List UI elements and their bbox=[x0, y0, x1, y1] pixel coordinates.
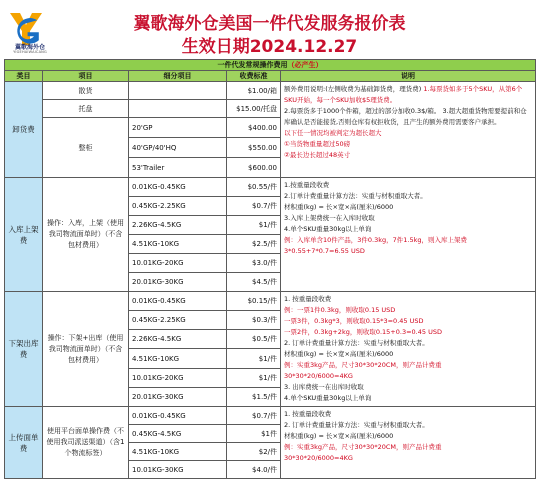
table-row bbox=[5, 407, 536, 425]
page-title: 翼歌海外仓美国一件代发服务报价表 bbox=[133, 14, 406, 34]
section-note: （必产生） bbox=[287, 61, 323, 69]
desc-inbound bbox=[281, 178, 536, 292]
sub-cell: 40'GP/40'HQ bbox=[129, 138, 227, 158]
desc-line: 以下任一情况均被判定为超长超大 bbox=[284, 129, 382, 137]
fee-cell: $0.15/件 bbox=[227, 292, 281, 311]
fee-cell: $4.5/件 bbox=[227, 273, 281, 292]
desc-line: 4.单个SKU重量30kg以上单询 bbox=[284, 225, 372, 233]
desc-line: 例：入库单含10件产品，3件0.3kg，7件1.5kg，则入库上架费 bbox=[284, 236, 467, 244]
desc-unload bbox=[281, 82, 536, 178]
category-label-fee: 上传面单费 bbox=[5, 407, 43, 479]
sub-cell: 53'Trailer bbox=[129, 158, 227, 178]
fee-cell: $1/件 bbox=[227, 368, 281, 387]
col-item: 项目 bbox=[43, 71, 129, 82]
desc-line: 例：实重3kg产品，尺寸30*30*20CM，则产品计费重 bbox=[284, 361, 442, 369]
sub-cell: 20.01KG-30KG bbox=[129, 387, 227, 406]
sub-cell: 2.26KG-4.5KG bbox=[129, 216, 227, 235]
desc-outbound bbox=[281, 292, 536, 407]
desc-line: 1.按重量段收费 bbox=[284, 181, 330, 189]
sub-cell: 2.26KG-4.5KG bbox=[129, 330, 227, 349]
fee-cell: $400.00 bbox=[227, 118, 281, 138]
table-row bbox=[5, 292, 536, 311]
category-unload: 卸货费 bbox=[5, 82, 43, 178]
col-sub-item: 细分项目 bbox=[129, 71, 227, 82]
item-cell: 操作：下架+出库（使用我司物流面单时）（不含包材费用） bbox=[43, 292, 129, 407]
desc-line: 2.每票货多于1000个件箱，超过的部分加收0.3$/箱。 bbox=[284, 107, 441, 115]
desc-line: 材积重(kg) = 长×宽×高(厘米)/6000 bbox=[284, 350, 394, 358]
fee-cell: $0.7/件 bbox=[227, 197, 281, 216]
fee-cell: $0.3/件 bbox=[227, 311, 281, 330]
category-outbound: 下架出库费 bbox=[5, 292, 43, 407]
desc-line: 3*0.55+7*0.7=6.55 USD bbox=[284, 247, 365, 255]
sub-cell: 0.45KG-2.25KG bbox=[129, 311, 227, 330]
sub-cell: 0.45KG-2.25KG bbox=[129, 197, 227, 216]
desc-line: 例：一票1件0.3kg，则收取0.15 USD bbox=[284, 306, 396, 314]
fee-cell: $550.00 bbox=[227, 138, 281, 158]
col-desc: 说明 bbox=[281, 71, 536, 82]
desc-label-fee bbox=[281, 407, 536, 479]
item-cell: 散货 bbox=[43, 82, 129, 100]
fee-cell: $1/件 bbox=[227, 349, 281, 368]
sub-cell: 0.01KG-0.45KG bbox=[129, 407, 227, 425]
desc-line: 额外费用说明:(左侧收费为基础卸货费，理货费) bbox=[284, 85, 422, 93]
table-header bbox=[5, 71, 536, 82]
desc-line: 30*30*20/6000=4KG bbox=[284, 372, 353, 380]
desc-line: 1. 按重量段收费 bbox=[284, 410, 332, 418]
col-fee: 收费标准 bbox=[227, 71, 281, 82]
desc-line: 3. 出库费统一在出库时收取 bbox=[284, 383, 364, 391]
fee-cell: $1件 bbox=[227, 425, 281, 443]
desc-line: 1. 按重量段收费 bbox=[284, 295, 332, 303]
sub-cell: 20.01KG-30KG bbox=[129, 273, 227, 292]
fee-cell: $3.0/件 bbox=[227, 254, 281, 273]
desc-line: 2. 订单计费重量计算方法：实重与材积重取大者。 bbox=[284, 421, 429, 429]
desc-line: 2.订单计费重量计算方法：实重与材积重取大者。 bbox=[284, 192, 427, 200]
desc-line: ②最长边长超过48英寸 bbox=[284, 151, 351, 159]
desc-line: 1.每票货如多于5个SKU，从第6个SKU开始，每一个SKU加收$5理货费。 bbox=[284, 85, 523, 104]
fee-cell: $600.00 bbox=[227, 158, 281, 178]
sub-cell: 4.51KG-10KG bbox=[129, 349, 227, 368]
desc-line: 3.超大超重货物需要提前和仓库确认是否能接货,否则仓库有权拒收货，且产生的额外费用需要客户承担。 bbox=[284, 107, 527, 126]
col-category: 类目 bbox=[5, 71, 43, 82]
sub-cell: 20'GP bbox=[129, 118, 227, 138]
section-bar bbox=[5, 60, 536, 71]
desc-line: 30*30*20/6000=4KG bbox=[284, 454, 353, 462]
fee-cell: $1.00/箱 bbox=[227, 82, 281, 100]
fee-cell: $15.00/托盘 bbox=[227, 100, 281, 118]
sub-cell: 0.45KG-4.5KG bbox=[129, 425, 227, 443]
section-label: 一件代发常规操作费用 bbox=[217, 61, 288, 69]
logo-subtext: YIGEHAIWAICANG bbox=[13, 50, 47, 54]
fee-cell: $2/件 bbox=[227, 443, 281, 461]
sub-cell: 10.01KG-20KG bbox=[129, 368, 227, 387]
fee-cell: $4.0/件 bbox=[227, 461, 281, 479]
fee-cell: $1/件 bbox=[227, 216, 281, 235]
item-cell: 整柜 bbox=[43, 118, 129, 178]
table-row bbox=[5, 178, 536, 197]
desc-line: 一票2件，0.3kg+2kg，则收取0.15+0.3=0.45 USD bbox=[284, 328, 442, 336]
item-cell: 托盘 bbox=[43, 100, 129, 118]
fee-cell: $1.5/件 bbox=[227, 387, 281, 406]
sub-cell: 4.51KG-10KG bbox=[129, 443, 227, 461]
desc-line: ①当货物重量超过50磅 bbox=[284, 140, 351, 148]
fee-cell: $0.7/件 bbox=[227, 407, 281, 425]
sub-cell: 0.01KG-0.45KG bbox=[129, 292, 227, 311]
fee-cell: $0.55/件 bbox=[227, 178, 281, 197]
fee-cell: $0.5/件 bbox=[227, 330, 281, 349]
desc-line: 例：实重3kg产品，尺寸30*30*20CM，则产品计费重 bbox=[284, 443, 442, 451]
desc-line: 3.入库上架费统一在入库时收取 bbox=[284, 214, 375, 222]
sub-cell: 10.01KG-30KG bbox=[129, 461, 227, 479]
sub-cell: 10.01KG-20KG bbox=[129, 254, 227, 273]
table-row bbox=[5, 82, 536, 100]
desc-line: 2. 订单计费重量计算方法：实重与材积重取大者。 bbox=[284, 339, 429, 347]
sub-cell: 0.01KG-0.45KG bbox=[129, 178, 227, 197]
desc-line: 4.单个SKU重量30kg以上单询 bbox=[284, 394, 372, 402]
sub-cell: 4.51KG-10KG bbox=[129, 235, 227, 254]
desc-line: 材积重(kg) = 长×宽×高(厘米)/6000 bbox=[284, 203, 394, 211]
desc-line: 材积重(kg) = 长×宽×高(厘米)/6000 bbox=[284, 432, 394, 440]
desc-line: 一票3件，0.3kg*3，则收取0.15*3=0.45 USD bbox=[284, 317, 424, 325]
item-cell: 操作：入库，上架（使用我司物流面单时）（不含包材费用） bbox=[43, 178, 129, 292]
sub-cell bbox=[129, 82, 227, 100]
item-cell: 使用平台面单操作费（不使用我司派送渠道）（含1个物流标签） bbox=[43, 407, 129, 479]
logo-text: 翼歌海外仓 bbox=[14, 44, 45, 51]
category-inbound: 入库上架费 bbox=[5, 178, 43, 292]
price-table bbox=[4, 59, 536, 479]
effective-date: 生效日期2024.12.27 bbox=[181, 37, 358, 57]
sub-cell bbox=[129, 100, 227, 118]
fee-cell: $2.5/件 bbox=[227, 235, 281, 254]
